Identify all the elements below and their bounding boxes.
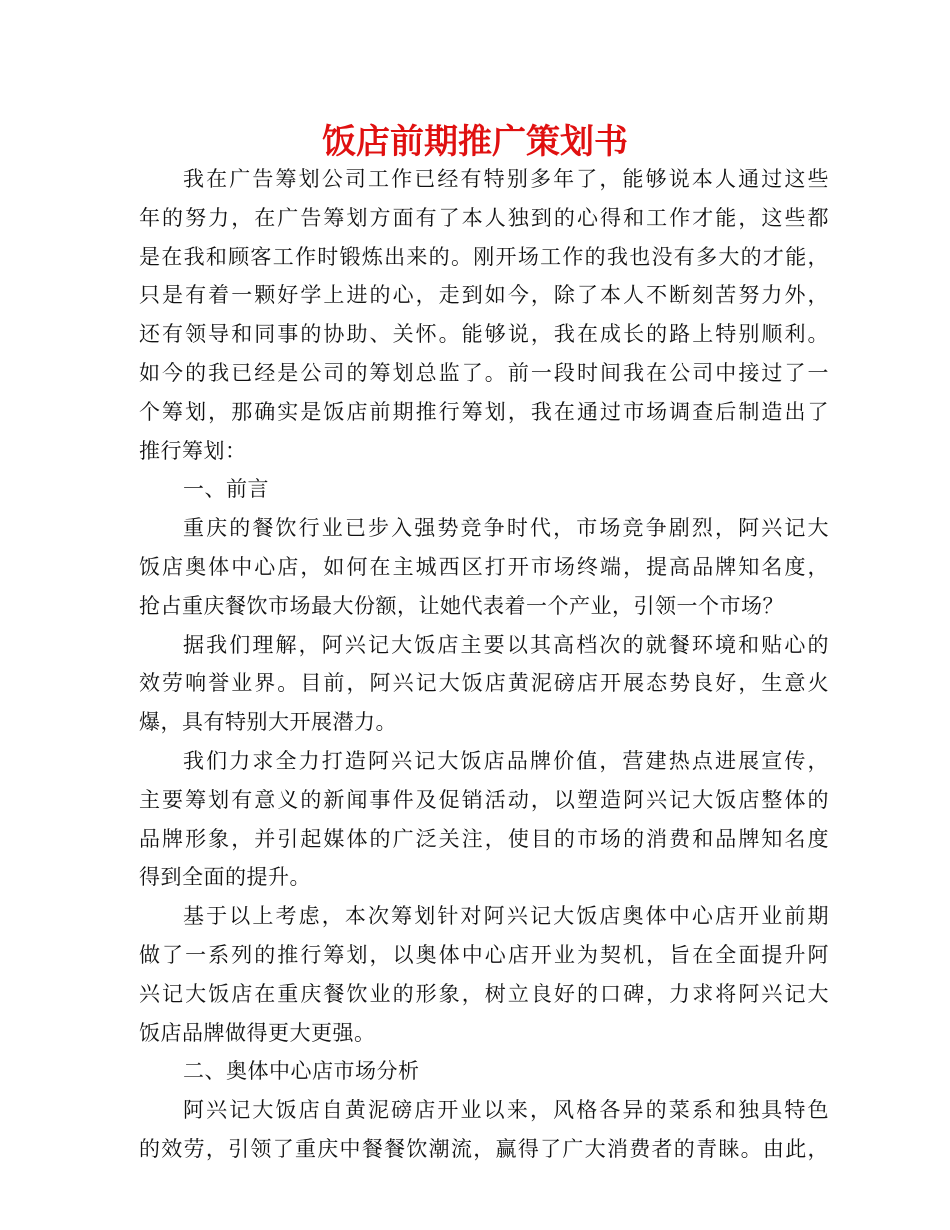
paragraph-line: 重庆的餐饮行业已步入强势竞争时代，市场竞争剧烈，阿兴记大 bbox=[183, 516, 829, 541]
paragraph-line: 抢占重庆餐饮市场最大份额，让她代表着一个产业，引领一个市场？ bbox=[139, 593, 784, 618]
paragraph-line: 个筹划，那确实是饭店前期推行筹划，我在通过市场调查后制造出了 bbox=[139, 399, 829, 424]
paragraph-line: 我们力求全力打造阿兴记大饭店品牌价值，营建热点进展宣传， bbox=[183, 748, 829, 773]
paragraph-line: 阿兴记大饭店自黄泥磅店开业以来，风格各异的菜系和独具特色 bbox=[183, 1098, 829, 1123]
paragraph-line: 据我们理解，阿兴记大饭店主要以其高档次的就餐环境和贴心的 bbox=[183, 632, 829, 657]
paragraph-line: 推行筹划： bbox=[139, 438, 247, 463]
paragraph-line: 还有领导和同事的协助、关怀。能够说，我在成长的路上特别顺利。 bbox=[139, 322, 829, 347]
document-title: 饭店前期推广策划书 bbox=[322, 122, 628, 162]
section-heading: 二、奥体中心店市场分析 bbox=[183, 1059, 420, 1084]
paragraph-line: 饭店品牌做得更大更强。 bbox=[139, 1020, 376, 1045]
paragraph-line: 的效劳，引领了重庆中餐餐饮潮流，赢得了广大消费者的青睐。由此， bbox=[139, 1136, 829, 1161]
paragraph-line: 我在广告筹划公司工作已经有特别多年了，能够说本人通过这些 bbox=[183, 167, 829, 191]
paragraph-line: 年的努力，在广告筹划方面有了本人独到的心得和工作才能，这些都 bbox=[139, 205, 829, 230]
paragraph-line: 是在我和顾客工作时锻炼出来的。刚开场工作的我也没有多大的才能， bbox=[139, 244, 829, 269]
paragraph-line: 兴记大饭店在重庆餐饮业的形象，树立良好的口碑，力求将阿兴记大 bbox=[139, 981, 829, 1006]
paragraph-line: 基于以上考虑，本次筹划针对阿兴记大饭店奥体中心店开业前期 bbox=[183, 904, 829, 929]
section-heading: 一、前言 bbox=[183, 477, 269, 502]
paragraph-line: 饭店奥体中心店，如何在主城西区打开市场终端，提高品牌知名度， bbox=[139, 554, 829, 579]
paragraph-line: 得到全面的提升。 bbox=[139, 865, 311, 890]
paragraph-line: 爆，具有特别大开展潜力。 bbox=[139, 710, 397, 735]
paragraph-line: 如今的我已经是公司的筹划总监了。前一段时间我在公司中接过了一 bbox=[139, 360, 829, 385]
paragraph-line: 效劳响誉业界。目前，阿兴记大饭店黄泥磅店开展态势良好，生意火 bbox=[139, 671, 829, 696]
paragraph-line: 做了一系列的推行筹划，以奥体中心店开业为契机，旨在全面提升阿 bbox=[139, 942, 829, 967]
paragraph-line: 品牌形象，并引起媒体的广泛关注，使目的市场的消费和品牌知名度 bbox=[139, 826, 829, 851]
document-body bbox=[139, 160, 829, 1169]
paragraph-line: 主要筹划有意义的新闻事件及促销活动，以塑造阿兴记大饭店整体的 bbox=[139, 787, 829, 812]
paragraph-line: 只是有着一颗好学上进的心，走到如今，除了本人不断刻苦努力外， bbox=[139, 283, 829, 308]
